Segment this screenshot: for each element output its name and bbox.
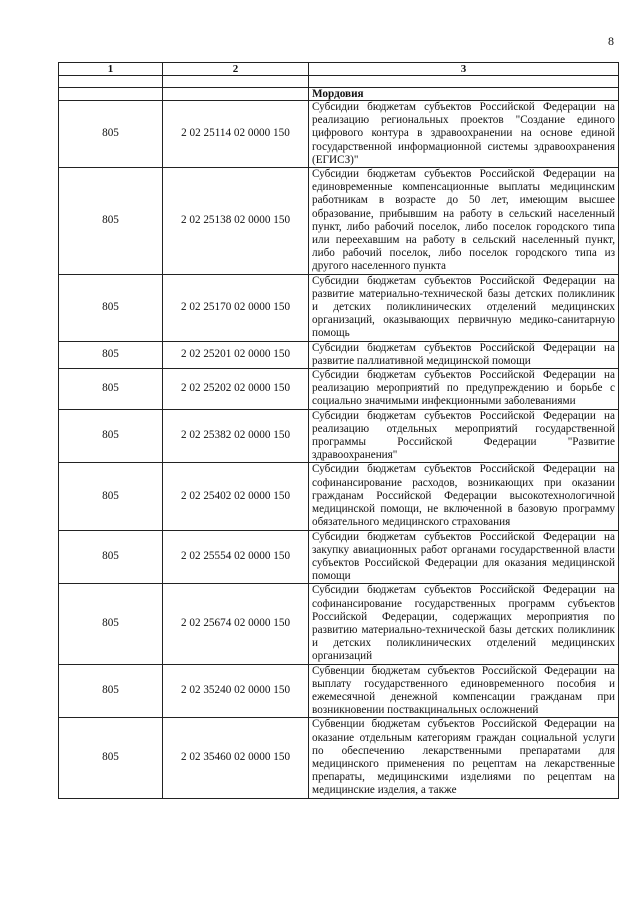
budget-code-cell: 2 02 35460 02 0000 150	[163, 718, 309, 798]
description-cell: Субсидии бюджетам субъектов Российской Федерации на реализацию региональных проектов "Создание единого цифрового контура в здравоохранении на основе единой государственной информационной системы здравоохранения (ЕГИСЗ)"	[309, 101, 619, 168]
description-cell: Субсидии бюджетам субъектов Российской Федерации на единовременные компенсационные выплаты медицинским работникам в возрасте до 50 лет, имеющим высшее образование, прибывшим на работу в сельский населенный пункт, либо рабочий поселок, либо поселок городского типа или переехавшим на работу в сельский населенный пункт, либо рабочий поселок, либо поселок городского типа из другого населенного пункта	[309, 168, 619, 275]
description-cell: Субсидии бюджетам субъектов Российской Федерации на закупку авиационных работ органами государственной власти субъектов Российской Федерации для оказания медицинской помощи	[309, 530, 619, 584]
region-name: Мордовия	[309, 88, 619, 101]
column-header-1: 1	[59, 63, 163, 76]
budget-classification-table	[58, 62, 619, 799]
table-row	[59, 584, 619, 664]
region-row	[59, 88, 619, 101]
description-cell: Субсидии бюджетам субъектов Российской Федерации на софинансирование государственных программ субъектов Российской Федерации, содержащих мероприятия по развитию материально-технической базы детских поликлиник и детских поликлинических отделений медицинских организаций	[309, 584, 619, 664]
description-cell: Субсидии бюджетам субъектов Российской Федерации на реализацию отдельных мероприятий государственной программы Российской Федерации "Развитие здравоохранения"	[309, 409, 619, 463]
admin-code-cell: 805	[59, 168, 163, 275]
column-header-3: 3	[309, 63, 619, 76]
budget-code-cell: 2 02 25202 02 0000 150	[163, 369, 309, 410]
description-cell: Субвенции бюджетам субъектов Российской Федерации на оказание отдельным категориям граждан социальной услуги по обеспечению лекарственными препаратами для медицинского применения по рецептам на лекарственные препараты, медицинскими изделиями по рецептам на медицинские изделия, а также	[309, 718, 619, 798]
admin-code-cell: 805	[59, 274, 163, 341]
description-cell: Субсидии бюджетам субъектов Российской Федерации на реализацию мероприятий по предупреждению и борьбе с социально значимыми инфекционными заболеваниями	[309, 369, 619, 410]
column-header-2: 2	[163, 63, 309, 76]
table-header-row	[59, 63, 619, 76]
table-row	[59, 274, 619, 341]
admin-code-cell: 805	[59, 101, 163, 168]
table-row	[59, 530, 619, 584]
admin-code-cell: 805	[59, 584, 163, 664]
admin-code-cell: 805	[59, 664, 163, 718]
table-spacer-row	[59, 76, 619, 88]
admin-code-cell: 805	[59, 369, 163, 410]
admin-code-cell: 805	[59, 409, 163, 463]
table-row	[59, 664, 619, 718]
budget-code-cell: 2 02 25114 02 0000 150	[163, 101, 309, 168]
admin-code-cell: 805	[59, 530, 163, 584]
budget-code-cell: 2 02 25138 02 0000 150	[163, 168, 309, 275]
table-row	[59, 369, 619, 410]
table-row	[59, 409, 619, 463]
page-number: 8	[608, 34, 614, 48]
description-cell: Субсидии бюджетам субъектов Российской Федерации на развитие материально-технической базы детских поликлиник и детских поликлинических отделений медицинских организаций, оказывающих первичную медико-санитарную помощь	[309, 274, 619, 341]
table-row	[59, 718, 619, 798]
table-row	[59, 463, 619, 530]
admin-code-cell: 805	[59, 341, 163, 368]
admin-code-cell: 805	[59, 718, 163, 798]
table-row	[59, 168, 619, 275]
description-cell: Субсидии бюджетам субъектов Российской Федерации на софинансирование расходов, возникающих при оказании гражданам Российской Федерации высокотехнологичной медицинской помощи, не включенной в базовую программу обязательного медицинского страхования	[309, 463, 619, 530]
budget-code-cell: 2 02 25674 02 0000 150	[163, 584, 309, 664]
budget-code-cell: 2 02 35240 02 0000 150	[163, 664, 309, 718]
description-cell: Субсидии бюджетам субъектов Российской Федерации на развитие паллиативной медицинской помощи	[309, 341, 619, 368]
table-row	[59, 101, 619, 168]
budget-code-cell: 2 02 25382 02 0000 150	[163, 409, 309, 463]
budget-code-cell: 2 02 25402 02 0000 150	[163, 463, 309, 530]
budget-code-cell: 2 02 25170 02 0000 150	[163, 274, 309, 341]
budget-code-cell: 2 02 25554 02 0000 150	[163, 530, 309, 584]
table-row	[59, 341, 619, 368]
admin-code-cell: 805	[59, 463, 163, 530]
description-cell: Субвенции бюджетам субъектов Российской Федерации на выплату государственного единовременного пособия и ежемесячной денежной компенсации гражданам при возникновении поствакцинальных осложнений	[309, 664, 619, 718]
budget-code-cell: 2 02 25201 02 0000 150	[163, 341, 309, 368]
